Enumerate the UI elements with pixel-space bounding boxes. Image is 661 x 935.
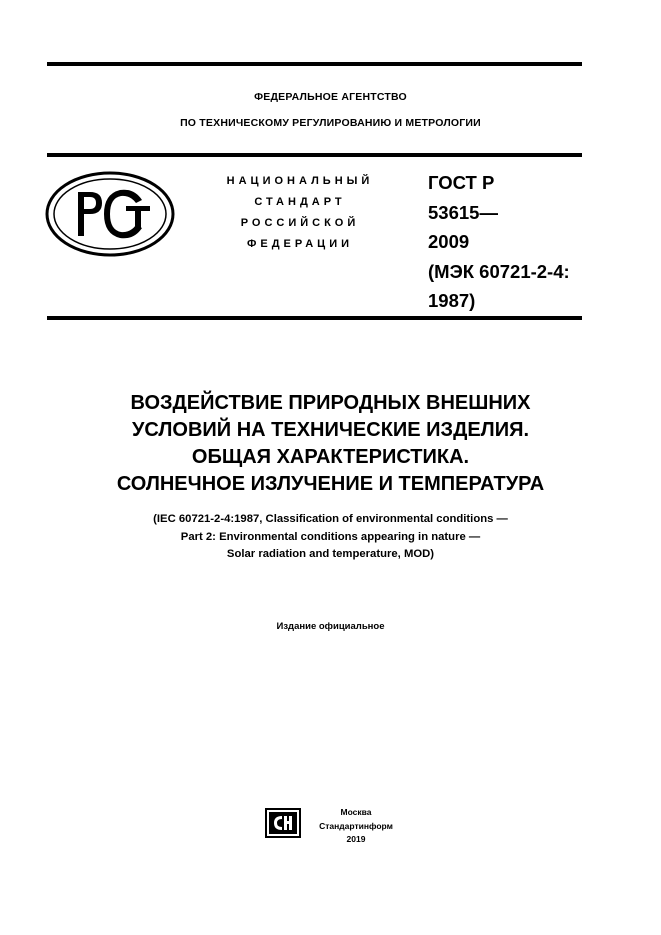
designation-line-1: ГОСТ Р [428, 172, 495, 193]
agency-name-line-2: ПО ТЕХНИЧЕСКОМУ РЕГУЛИРОВАНИЮ И МЕТРОЛОГИИ [180, 117, 481, 129]
designation-line-2: 53615— [428, 201, 498, 223]
agency-name-line-1: ФЕДЕРАЛЬНОЕ АГЕНТСТВО [254, 91, 407, 103]
edition-label: Издание официальное [276, 621, 385, 632]
title-line-1: ВОЗДЕЙСТВИЕ ПРИРОДНЫХ ВНЕШНИХ [130, 392, 531, 414]
national-standard-label [205, 171, 395, 255]
standartinform-logo-icon [265, 808, 301, 838]
national-line-3: РОССИЙСКОЙ [240, 217, 360, 229]
publisher-year: 2019 [346, 834, 366, 844]
title-line-2: УСЛОВИЙ НА ТЕХНИЧЕСКИЕ ИЗДЕЛИЯ. [131, 419, 530, 441]
title-line-3: ОБЩАЯ ХАРАКТЕРИСТИКА. [191, 446, 470, 468]
designation-line-5: 1987) [428, 290, 476, 311]
national-line-2: СТАНДАРТ [254, 196, 346, 208]
publisher-imprint [303, 806, 409, 847]
national-line-4: ФЕДЕРАЦИИ [246, 238, 354, 250]
intl-line-3: Solar radiation and temperature, MOD) [226, 548, 435, 560]
top-rule [47, 62, 582, 66]
rule-below-standard-block [47, 316, 582, 320]
intl-line-2: Part 2: Environmental conditions appearing in nature — [180, 530, 481, 543]
standard-designation [428, 168, 570, 316]
national-line-1: НАЦИОНАЛЬНЫЙ [226, 175, 374, 187]
title-line-4: СОЛНЕЧНОЕ ИЗЛУЧЕНИЕ И ТЕМПЕРАТУРА [116, 473, 545, 495]
designation-line-4: (МЭК 60721-2-4: [428, 260, 570, 282]
intl-line-1: (IEC 60721-2-4:1987, Classification of environmental conditions — [153, 513, 508, 525]
international-reference [0, 511, 661, 564]
rule-above-standard-block [47, 153, 582, 157]
designation-line-3: 2009 [428, 231, 470, 252]
publisher-name: Стандартинформ [319, 820, 393, 831]
document-title [0, 390, 661, 498]
rst-certification-mark-icon [44, 170, 176, 260]
publisher-city: Москва [340, 807, 372, 817]
